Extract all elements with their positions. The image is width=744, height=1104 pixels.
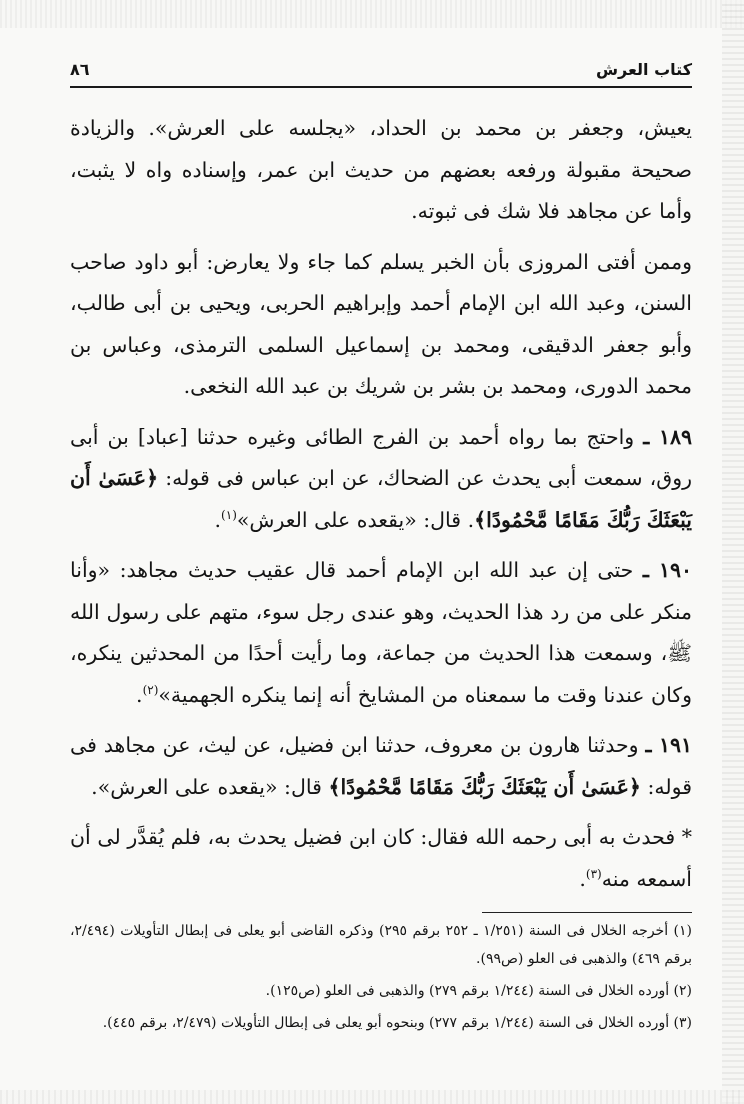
footnote-marker: (٢) (142, 682, 159, 697)
text-segment: . (136, 682, 143, 707)
main-text (70, 108, 692, 900)
text-segment: يعيش، وجعفر بن محمد بن الحداد، «يجلسه على العرش». والزيادة صحيحة مقبولة ورفعه بعضهم من حديث ابن عمر، وإسناده واه لا يثبت، وأما عن مجاهد فلا شك فى ثبوته. (70, 116, 692, 223)
book-page (70, 60, 692, 909)
footnote-rule (482, 912, 692, 913)
text-segment: . (214, 507, 222, 532)
scan-edge-top (0, 0, 744, 28)
footnote: (١) أخرجه الخلال فى السنة (١/٢٥١ ـ ٢٥٢ برقم ٢٩٥) وذكره القاضى أبو يعلى فى إبطال التأويلات (٢/٤٩٤، برقم ٤٦٩) والذهبى فى العلو (ص٩٩). (70, 923, 692, 967)
text-segment: وحدثنا هارون بن معروف، حدثنا ابن فضيل، عن ليث، عن مجاهد فى قوله: (70, 733, 692, 799)
footnote-marker: (١) (221, 507, 237, 522)
running-header (70, 60, 692, 88)
bold-segment: ١٩١ ـ (645, 733, 692, 757)
text-segment: * فحدث به أبى رحمه الله فقال: كان ابن فضيل يحدث به، فلم يُقدَّر لى أن أسمعه منه (70, 825, 692, 891)
text-segment: . قال: «يقعده على العرش» (236, 507, 475, 532)
footnote-list (70, 917, 692, 1037)
text-segment: قال: «يقعده على العرش». (91, 774, 329, 799)
paragraph (70, 817, 692, 900)
scan-edge-bottom (0, 1090, 744, 1104)
footnote: (٢) أورده الخلال فى السنة (١/٢٤٤ برقم ٢٧٩) والذهبى فى العلو (ص١٢٥). (265, 983, 692, 999)
paragraph (70, 725, 692, 808)
text-segment: واحتج بما رواه أحمد بن الفرج الطائى وغيره حدثنا [عباد] بن أبى روق، سمعت أبى يحدث عن الضحاك، عن ابن عباس فى قوله: (70, 424, 692, 490)
paragraph (70, 242, 692, 408)
bold-segment: ﴿عَسَىٰ أَن يَبْعَثَكَ رَبُّكَ مَقَامًا مَّحْمُودًا﴾ (328, 774, 641, 799)
paragraph (70, 108, 692, 233)
footnote-marker: (٣) (585, 866, 602, 881)
text-segment: وممن أفتى المروزى بأن الخبر يسلم كما جاء ولا يعارض: أبو داود صاحب السنن، وعبد الله ابن الإمام أحمد وإبراهيم الحربى، ويحيى بن أبى طالب، وأبو جعفر الدقيقى، ومحمد بن إسماعيل السلمى الترمذى، وعباس بن محمد الدورى، ومحمد بن بشر بن شريك بن عبد الله النخعى. (70, 249, 692, 398)
footnote: (٣) أورده الخلال فى السنة (١/٢٤٤ برقم ٢٧٧) وبنحوه أبو يعلى فى إبطال التأويلات (٢/٤٧٩، برقم ٤٤٥). (102, 1015, 692, 1031)
paragraph (70, 417, 692, 542)
bold-segment: ١٨٩ ـ (643, 424, 692, 449)
footnotes (70, 912, 692, 1041)
page-number: ٨٦ (70, 60, 90, 79)
bold-segment: ﴿عَسَىٰ أَن يَبْعَثَكَ رَبُّكَ مَقَامًا مَّحْمُودًا﴾ (70, 466, 692, 532)
text-segment: حتى إن عبد الله ابن الإمام أحمد قال عقيب حديث مجاهد: «وأنا منكر على من رد هذا الحديث، وهو عندى رجل سوء، متهم على رسول الله ﷺ، وسمعت هذا الحديث من جماعة، وما رأيت أحدًا من المحدثين ينكره، وكان عندنا وقت ما سمعناه من المشايخ أنه إنما ينكره الجهمية» (70, 558, 692, 707)
bold-segment: ١٩٠ ـ (642, 558, 692, 582)
book-title: كتاب العرش (595, 60, 692, 79)
text-segment: . (579, 866, 586, 891)
scan-edge-right (722, 0, 744, 1104)
paragraph (70, 550, 692, 716)
